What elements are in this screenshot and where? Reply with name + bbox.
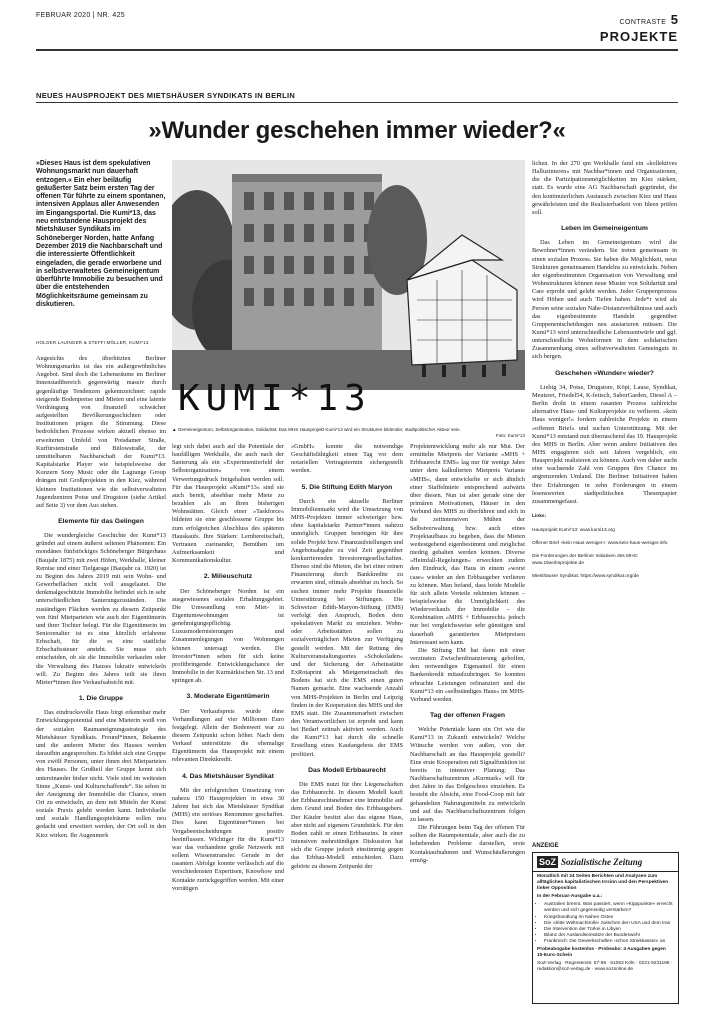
paragraph: Welche Potentiale kann ein Ort wie die Kumi*13 in Zukunft entwickeln? Welche Wünsche werden von außen, von der Nachbarschaft an das Hausprojekt gestellt? Eine erste Kooperation mit Signalfunktion ist bereits in intensiver Planung: Das Nachbarschaftszentrum »Kurmark« will für drei Jahre in das Erdgeschoss einziehen. Es besteht die Absicht, eine Food-Coop mit fair gehandelten Nahrungsmitteln zu entwickeln und auf das Nachbarschaftszentrum folgen zu lassen. <box>410 726 525 823</box>
list-item: • Australien brennt. Was passiert, wenn »Kipppunkte« erreicht werden und sich gegenseitig verstärken? <box>544 902 674 914</box>
paragraph: Projektentwicklung mehr als nur Mut. Der ermittelte Mietpreis der Variante »MHS + Erbbaurecht EMS« lag nur für wenige Jahre unter dem kalkulierten Mietpreis Variante »MHS«, dann entwickelte er sich ähnlich einer Staffelmiete entsprechend aufwärts über diesen. Nun ist aber gerade eine der primären Motivationen, Häuser in den Verbund des MHS zu überführen und sich in die zeitintensiven Mühen der Selbstverwaltung bzw. auch eines Projektaufbaus zu begeben, dass die Mieten weitestgehend eigenbestimmt und möglichst niedrig gehalten werden können. Diverse »Heimfall-Regelungen« erweckten zudem den Eindruck, das Haus in einem »worst case« wieder an den Erbbaugeber verlieren zu können. Man befand, dass beide Modelle für sich allein Vorteile rekinnten können – beispielsweise die Unmöglichkeit des Wiederverkaufs der Immobilie – die Kombination »MHS + Erbbaurecht« jedoch nur bei vergleichsweise sehr günstigen und dauerhaft garantierten Mietpreisen Interessant sein kann. <box>410 443 525 646</box>
paragraph: »GmbH« konnte die notwendige Geschäftsfähigkeit einen Tag vor dem notariellen Vertragstermin sichergestellt werden. <box>291 443 403 475</box>
list-item: • Die Intervention der Türkei in Libyen <box>544 927 674 933</box>
paragraph: Der Verkaufspreis wurde ohne Verhandlungen auf vier Millionen Euro festgelegt. Allein der Bodenwert war zu diesem Zeitpunkt schon höher. Nach dem Verkauf unterstützte die ehemalige Eigentümerin das Hausprojekt mit einem relevanten Direktkredit. <box>172 707 284 764</box>
link-forderungen[interactable]: Die Forderungen der Berliner Initiativen des MHS: www.15wohnprojekte.de <box>532 554 639 566</box>
paragraph: Der Schöneberger Norden ist ein ausgewiesenes soziales Erhaltungsgebiet. Die Umwandlung von Miet- in Eigentumswohnungen ist genehmigungspflichtig. Luxusmodernisierungen und Zusammenlegungen von Wohnungen können untersagt werden. Die Investor*innen sehen für sich keine profitbringende Entwicklungschance der Immobilie in der Kurmärkischen Str. 13 und springen ab. <box>172 587 284 685</box>
paragraph: Mit der erfolgreichen Umsetzung von nahezu 150 Hausprojekten in etwa 30 Jahren hat sich das Mietshäuser Syndikat (MHS) ein seriöses Renommee geschaffen. Dies kann Eigentümer*innen bei Vergabeentscheidungen positiv beeinflussen. Wichtiger für die Kumi*13 war das vorhandene große Netzwerk mit sollem Wissenstransfer. Gerade in der rasanten Abfolge konnte verlässlich auf die verschiedensten Expertisen, Knowhow und Kontakte zurückgegriffen werden. Mit einer vorrätigen <box>172 786 284 892</box>
kumi-logo: KUMI*13 <box>178 378 372 419</box>
ad-list <box>537 902 674 945</box>
caption-text: ▲ Gemeineigentum, Selbstorganisation, Solidarität: Das MHS Hausprojekt Kumi*13 wird ein Strukturen bildender, stadtpolitischer Akteur sein. <box>172 427 461 432</box>
column-4 <box>410 443 525 865</box>
masthead <box>600 11 678 44</box>
column-3 <box>291 443 403 871</box>
paragraph: Durch ein aktuelle Berliner Immobilienmarkt wird die Umsetzung von MHS-Projekten immer schwieriger bzw. ohne kapitalstarke Partner*innen nahezu unmöglich. Gruppen benötigen für ihre solide Projekt bzw. Finanzaufstellungen und Angebotsabgabe zu viel Zeit gegenüber konkurrierenden Investorengesellschaften. Ebenso sind die Mieten, die bei einer reinen Finanzierung durch Bankkredite zu erwarten sind, oftmals absehbar zu hoch. So suchen immer mehr Projekte finanzielle Unterstützung bei Stiftungen. Die Schweizer Edith-Maryon-Stiftung (EMS) verfolgt den Anspruch, Boden dem spekulativen Markt zu entziehen. Wohn- oder Arbeitsstätten sollen zu sozialverträglichen Mieten zur Verfügung gestellt werden. Mit der Rettung des Kulturveranstaltungsortes »Schokoladen« und der Sicherung der Arbeitsstätte ExRotaprint als Mietgemeinschaft des Bodens hat sich die EMS einen guten Namen gemacht. Eine wachsende Anzahl von MHS-Projekten in Berlin und Leipzig finden in der Kooperation des MHS und der EMS statt. Die Zusammenarbeit zwischen den Verantwortlichen ist erprobt und kann bei Bedarf zeitnah aktiviert werden. Auch die Kumi*13 hat durch die schnelle Erstellung eines Kaufangebots der EMS profitiert. <box>291 497 403 758</box>
soz-name: Sozialistische Zeitung <box>561 857 643 867</box>
paragraph: Die Stiftung EM hat dann mit einer verzinsten Zwischenfinanzierung geholfen, den notwendigen Eigenanteil für einen Bankenkredit mitaufzubringen. So konnten erbrachte Leistungen refinanziert und die Kumi*13 ein »selbständiges Haus« im MHS-Verbund werden. <box>410 646 525 703</box>
kicker: NEUES HAUSPROJEKT DES MIETSHÄUSER SYNDIKATS IN BERLIN <box>36 91 296 100</box>
byline: HOLGER LAUINGER & STEFFI MÖLLER, KUMI*13 <box>36 340 149 345</box>
links-label: Links: <box>532 514 547 520</box>
list-item: • Frankreich: Die Gewerkschaften ›schon Streikkassen‹ an <box>544 939 674 945</box>
subheading: 5. Die Stiftung Edith Maryon <box>301 483 393 491</box>
ad-issue-line: In der Februar-Ausgabe u.a.: <box>537 894 603 900</box>
section-title: PROJEKTE <box>599 29 678 44</box>
photo-credit: Foto: Kumi*13 <box>495 433 525 438</box>
soz-logo: SoZ <box>539 857 556 867</box>
ad-intro: Monatlich mit 24 Seiten Berichten und Analysen zum alltäglichen kapitalistischen Irrsinn und den Perspektiven linker Opposition <box>537 874 669 892</box>
subheading: Elemente für das Gelingen <box>58 517 144 525</box>
ad-contact[interactable]: SoZ-Verlag · Regentenstr. 57-59 · 51063 Köln · 0221-9231196 · redaktion@soz-verlag.de · www.sozonline.de <box>537 961 673 973</box>
column-1 <box>36 355 166 840</box>
paragraph: Das Leben im Gemeineigentum wird die Bewohner*innen verändern. Sie treten gemeinsam in einen sozialen Prozess. Sie haben die Möglichkeit, neue Strukturen gemeinsamen Handelns zu entwickeln. Neben der eigenbestimmten Organisation von Verwaltung und Wohnstrukturen können neue Muster von Solidarität und Care erprobt und gelebt werden. Jeder Gruppenprozess wird Höhen und auch Tiefen haben. Jede*r wird als Person seine sozialen Nähe-Distanzverhältnisse und auch das eigenbestimmte Handeln gegenüber Gruppenentscheidungen neu austarieren müssen. Die Kumi*13 wird unterschiedliche Lebensentwürfe und ggf. unterschiedliche Wohnformen in dem solidarischen Zusammenhang eines selbstverwalteten Gemeinguts in sich bergen. <box>532 239 677 361</box>
links-box <box>532 514 677 580</box>
paragraph: Die Führungen beim Tag der offenen Tür sollten die Raumpotentiale, aber auch die zu behebenden Probleme darstellen, erste Kontaktaufnahmen und Wunschäußerungen ermög- <box>410 824 525 864</box>
paragraph: Angesichts des überhitzten Berliner Wohnungsmarkts ist das ein außergewöhnliches Angebot. Sind doch die Lebensräume im Berliner Innenstadtbereich gegenwärtig massiv durch gegenläufige Tendenzen gekennzeichnet: rapide steigende Bodenpreise und Mieten und eine latente Verdrängung von finanziell schwächer aufgestellten Bevölkerungsschichten oder Institutionen prägen die Stimmung. Diese bedrohlichen Prozesse wirken aktuell ebenso im erweiterten Umfeld von Potsdamer Straße, Kurfürstenstraße und Bülowstraße, der unmittelbaren Nachbarschaft der Kumi*13. Kapitalstarke Player wie beispielsweise der Konzern Sony Music oder die Lagrange Group drängen mit Großprojekten in den Kiez, während kleinere Institutionen wie die selbstverwalteten Jugendzentren Potse und Drugstore (siehe Artikel auf Seite 3) vor dem Aus stehen. <box>36 355 166 509</box>
lede: »Dieses Haus ist dem spekulativen Wohnungsmarkt nun dauerhaft entzogen.« Ein eher beiläufig geäußerter Satz beim ersten Tag der offenen Tür führte zu einem spontanen, intensiven Applaus aller Anwesenden im Eingangsportal. Die Kumi*13, das neu entstandene Hausprojekt des Mietshäuser Syndikats im Schöneberger Norden, hatte Anfang Dezember 2019 die Nachbarschaft und die interessierte Öffentlichkeit eingeladen, die gerade erworbene und in selbstverwaltetes Gemeineigentum überführte Immobilie zu besuchen und über die entstehenden Möglichkeitsräume gemeinsam zu diskutieren. <box>36 160 166 309</box>
subheading: Tag der offenen Fragen <box>429 712 506 719</box>
photo-caption <box>172 427 525 439</box>
page-number: 5 <box>670 12 678 27</box>
advertisement <box>532 852 679 1004</box>
ad-header <box>533 853 678 872</box>
ad-offer: Probeabogabe kostenlos · Probeabo: 4 Ausgaben gegen 10-Euro-Schein <box>537 947 666 959</box>
paper-name: CONTRASTE <box>619 19 667 26</box>
paragraph: Die EMS nutzt für ihre Liegenschaften das Erbbaurecht. In diesem Modell kauft der Erbbaurechtsnehmer eine Immobilie auf dem Grund und Boden des Erbbaugebers. Der Käufer besitzt also das eigene Haus, aber nicht auf eigenem Grundstück. Für den Boden zahlt er einen Erbbauzins. In einer intensiven mehrstündigen Diskussion hat sich die Gruppe jedoch einstimmig gegen das Erbbau-Modell entschieden. Dazu gehörte zu diesem Zeitpunkt der <box>291 780 403 870</box>
ad-body <box>533 872 678 975</box>
ad-label: ANZEIGE <box>532 843 559 849</box>
subheading: Geschehen »Wunder« wieder? <box>555 369 654 377</box>
subheading: 2. Milieuschutz <box>203 573 253 581</box>
headline: »Wunder geschehen immer wieder?« <box>148 117 566 144</box>
header-rule <box>36 49 678 51</box>
subheading: Das Modell Erbbaurecht <box>308 766 386 774</box>
list-item: • Die ›dritte Weltmachtrolle‹ zwischen den USA und dem Iran <box>544 921 674 927</box>
kicker-rule <box>36 102 678 103</box>
paragraph: Die wundergleiche Geschichte der Kumi*13 gründet auf einem äußerst seltenen Phänomen: Ein mondänes fünfstöckiges Schöneberger Bürgerhaus (Baujahr 1875) mit zwei Höfen, Werkhalle, kleiner Remise und einer Tiefgarage (Baujahr ca. 1920) ist zu Beginn des Jahres 2019 mit sein Wohn- und Gewerbeflächen nicht voll ausgelastet. Die denkmalgeschützte Immobilie befindet sich in sehr unterschiedlichen Sanierungszuständen. Die zuständigen Flächen werden zu diesem Zeitpunkt von fünf Mietparteien wie auch der Eigentümerin und ihrer Tochter belegt. Für die Eigentümerin im Seniorenalter ist es eine kürzlich erfahrene Erbschaft, für die es eine stattliche Erbschaftssteuer ansteht. Sie muss sich entscheiden, ob sie die Immobilie verkaufen oder die Verwaltung des Hauses lukrativ entwickeln will. Zu Beginn des Jahres teilt sie ihren Mieter*innen ihre Verkaufsabsicht mit. <box>36 532 166 686</box>
column-5 <box>532 160 677 588</box>
subheading: Leben im Gemeineigentum <box>561 225 648 233</box>
column-2 <box>172 443 284 893</box>
paragraph: legt sich dabei auch auf die Potentiale der baufälligen Werkhalle, die auch nach der Sanierung als ein »Experimentierfeld der Selbstorganisation« von einem Verwertungsdruck freigehalten werden soll. Für das Hausprojekt »Kumi*13« sind sie auch bereit, absehbar mehr Miete zu bezahlen als an ihren bisherigen Wohnstätten. Gleich einer »Taskforce« bildeten sie eine geschlossene Gruppe bis zum erfolgreichen Abschluss des späteren Hauskaufs. Ihre Stärken: Lernbereitschaft, Vertrauen zueinander, Bemühen um Aufmerksamkeit und Kommunikationskultur. <box>172 443 284 565</box>
subheading: 1. Die Gruppe <box>78 695 124 703</box>
list-item: • Kriegshandlung im Nahen Osten <box>544 915 674 921</box>
link-syndikat[interactable]: Mietshäuser Syndikat: https://www.syndikat.org/de <box>532 574 639 580</box>
paragraph: Liebig 34, Potse, Drugstore, Köpi, Lause, Syndikat, Meuterei, Friedel54, K-fetisch, SaborGarden, Diesel A – Berlin droht in einem rasanten Prozess zahlreiche alternative Haus- und Kulturprojekte zu verlieren. »kein Haus weniger!« fordern zahlreiche Projekte in einem »offenen Brief« und suchen Unterstützung. Mit der Kumi*13 entstand nun überraschend das 19. Hausprojekt des MHS in Berlin. Aber wenn andere Initiativen des MHS engagieren sich seit Jahren vergeblich, ein Hausprojekt realisieren zu können. Auch von daher sucht eine wachsende Zahl von Gruppen ihre Chance im angrenzenden Umland. Die Berliner Initiativen haben ihre Erfahrungen in zehn Forderungen in einem lesenswerten stadtpolitischen Thesenpapier zusammengefasst. <box>532 383 677 505</box>
list-item: • Bilanz der Auslandseinsätze der Bundeswehr <box>544 933 674 939</box>
subheading: 4. Das Mietshäuser Syndikat <box>182 772 274 780</box>
paragraph: lichen. In der 270 qm Werkhalle fand ein »kollektives Halluzinieren« mit Nachbar*innen und Organisationen, die die Partizipationsmöglichkeiten im Kiez stärken, statt. Es wurde eine AG Nachbarschaft gegründet, die den kontinuierlichen Austausch zwischen Kiez und Haus gewährleisten und die Realisierbarkeit von Ideen prüfen soll. <box>532 160 677 216</box>
link-kein-haus-weniger[interactable]: Offener Brief »kein Haus weniger«: www.kein-haus-weniger.info <box>532 540 668 546</box>
subheading: 3. Moderate Eigentümerin <box>186 693 270 701</box>
link-kumi13[interactable]: Hausprojekt Kumi*13: www.kumi13.org <box>532 527 615 533</box>
issue-line: FEBRUAR 2020 | NR. 425 <box>36 12 125 19</box>
paragraph: Das eindrucksvolle Haus birgt erkennbar mehr Entwicklungspotential und eine Mieterin weiß von der sozialen Raumaneignungsstrategie des Mietshäuser Syndikats. Freund*innen, Bekannte und die anderen Mieter des Hauses werden daraufhin angesprochen. Es bildet sich eine Gruppe von zwölf Personen, unter ihnen drei Mietparteien des Hauses. Ihr Großteil der Gruppe kennt sich untereinander bisher nicht. Viele sind im weitesten Sinne „Kunst- und Kulturschaffende“. Sie sehen in der Aneignung der Immobilie die Chance, einen Ort zu entwickeln, an dem mit Mitteln der Kunst soziale Praxis gelebt werden kann. Individuelle und soziale Handlungsspielräume sollen neu gedacht und erweitert werden, der Ort soll in den Kiez wirken. Ihr Augenmerk <box>36 709 166 839</box>
